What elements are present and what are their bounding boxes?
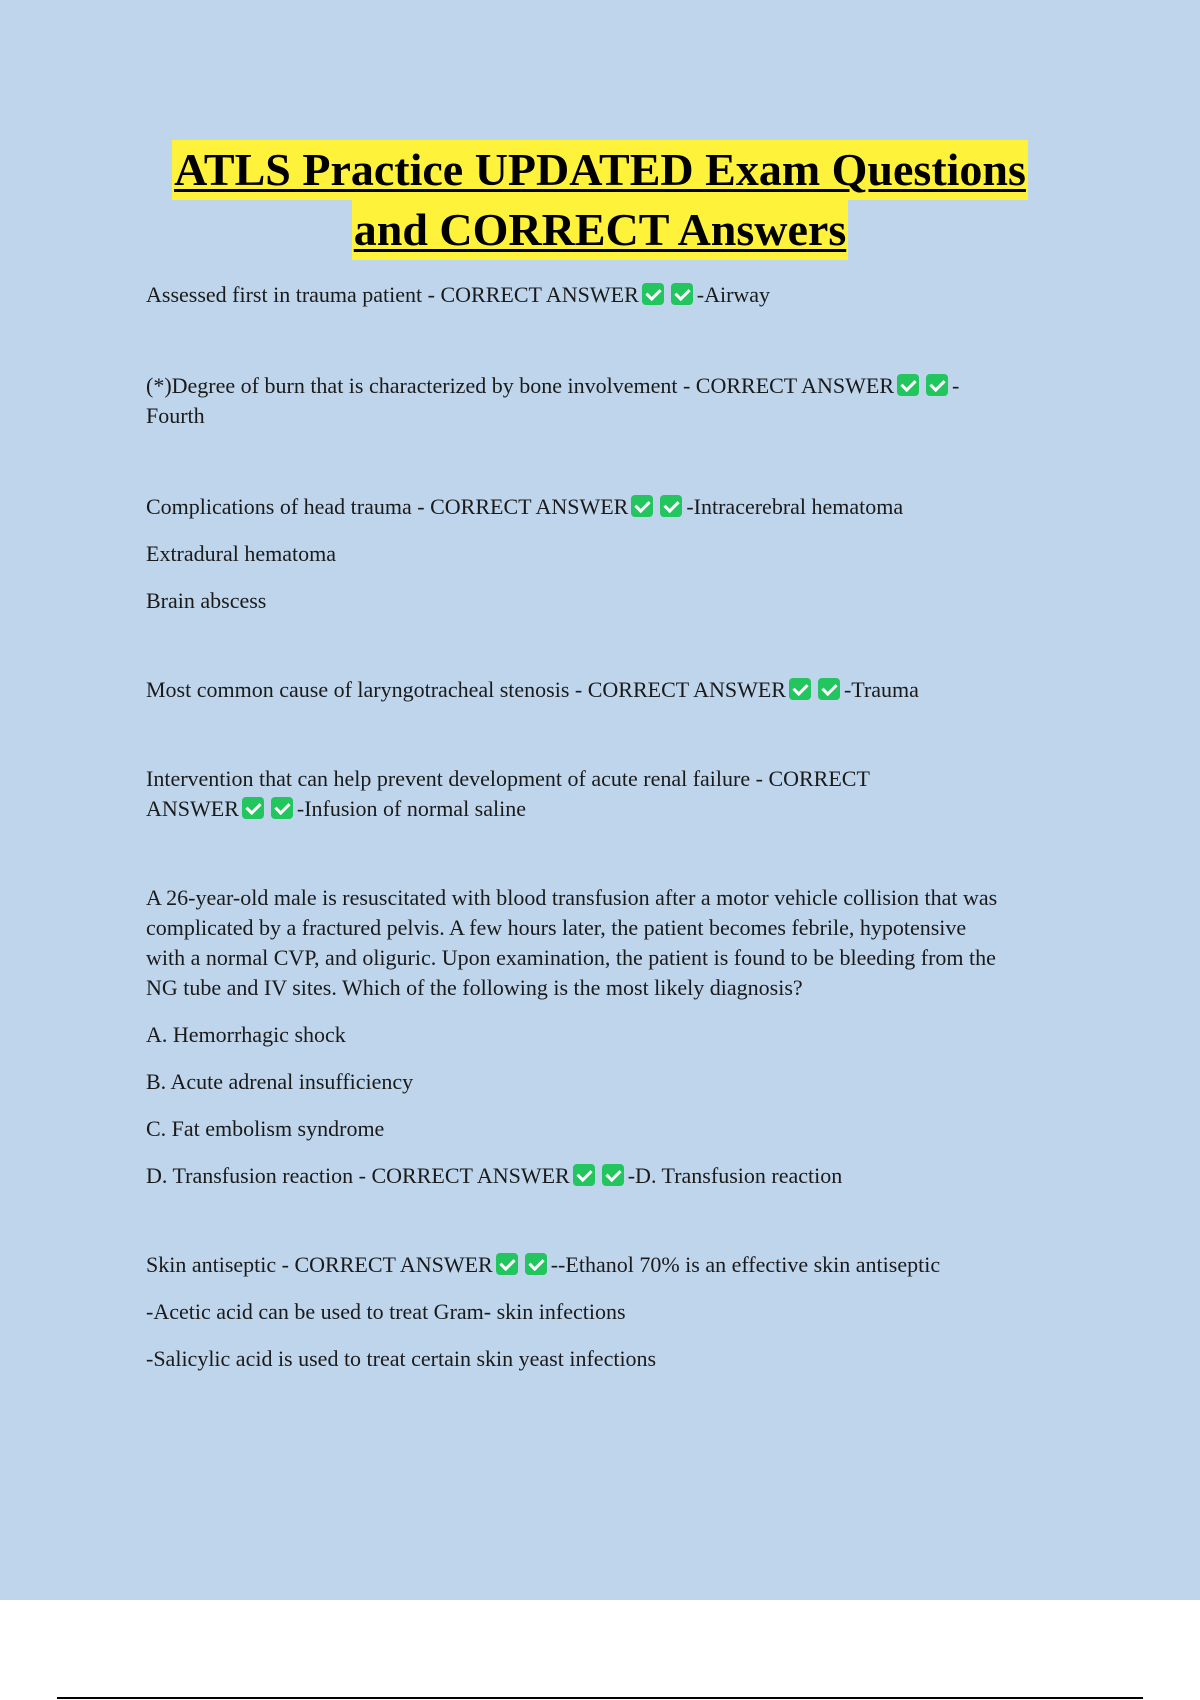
check-mark-icon <box>897 374 919 396</box>
answer-extra-line: Extradural hematoma <box>146 541 336 566</box>
answer-extra-line: -Acetic acid can be used to treat Gram- skin infections <box>146 1299 626 1324</box>
answer-continuation: Fourth <box>146 403 205 428</box>
correct-answer-marker: CORRECT ANSWER <box>294 1252 493 1277</box>
qa-item <box>146 675 1086 705</box>
check-mark-icon <box>573 1164 595 1186</box>
question-text: Assessed first in trauma patient - <box>146 282 441 307</box>
check-mark-icon <box>671 283 693 305</box>
answer-text: - <box>952 373 960 398</box>
correct-answer-marker: CORRECT ANSWER <box>440 282 639 307</box>
question-stem-line: with a normal CVP, and oliguric. Upon examination, the patient is found to be bleeding from the <box>146 945 996 970</box>
page-title <box>0 140 1200 260</box>
question-stem-line: NG tube and IV sites. Which of the following is the most likely diagnosis? <box>146 975 803 1000</box>
question-text: ANSWER <box>146 796 239 821</box>
qa-item <box>146 371 1086 401</box>
question-text: Skin antiseptic - <box>146 1252 295 1277</box>
answer-option: A. Hemorrhagic shock <box>146 1022 346 1047</box>
correct-answer-marker: CORRECT ANSWER <box>695 373 895 398</box>
title-line-2: and CORRECT Answers <box>352 200 848 260</box>
footer-divider <box>57 1697 1143 1699</box>
qa-item <box>146 280 1086 310</box>
question-text: Intervention that can help prevent development of acute renal failure - CORRECT <box>146 766 870 791</box>
question-text: Most common cause of laryngotracheal stenosis - <box>146 677 588 702</box>
question-stem-line: complicated by a fractured pelvis. A few hours later, the patient becomes febrile, hypotensive <box>146 915 967 940</box>
question-text: Complications of head trauma - <box>146 494 431 519</box>
answer-text: -Infusion of normal saline <box>296 796 526 821</box>
answer-extra-line: -Salicylic acid is used to treat certain skin yeast infections <box>146 1346 657 1371</box>
correct-answer-marker: CORRECT ANSWER <box>430 494 629 519</box>
qa-item <box>146 492 1086 522</box>
qa-list <box>146 280 1086 1374</box>
check-mark-icon <box>926 374 948 396</box>
answer-option: C. Fat embolism syndrome <box>146 1116 385 1141</box>
question-text: (*)Degree of burn that is characterized by bone involvement - <box>146 373 696 398</box>
question-stem-line: A 26-year-old male is resuscitated with blood transfusion after a motor vehicle collision that was <box>146 885 998 910</box>
answer-option: B. Acute adrenal insufficiency <box>146 1069 414 1094</box>
answer-text: -Airway <box>696 282 771 307</box>
answer-text: -Trauma <box>843 677 919 702</box>
check-mark-icon <box>660 495 682 517</box>
check-mark-icon <box>525 1253 547 1275</box>
check-mark-icon <box>631 495 653 517</box>
check-mark-icon <box>242 797 264 819</box>
qa-item <box>146 1250 1086 1280</box>
check-mark-icon <box>602 1164 624 1186</box>
check-mark-icon <box>789 678 811 700</box>
check-mark-icon <box>271 797 293 819</box>
answer-text: -D. Transfusion reaction <box>627 1163 843 1188</box>
check-mark-icon <box>642 283 664 305</box>
option-text: D. Transfusion reaction - <box>146 1163 372 1188</box>
answer-extra-line: Brain abscess <box>146 588 267 613</box>
title-line-1: ATLS Practice UPDATED Exam Questions <box>172 140 1028 200</box>
correct-answer-marker: CORRECT ANSWER <box>371 1163 570 1188</box>
check-mark-icon <box>496 1253 518 1275</box>
answer-text: -Intracerebral hematoma <box>686 494 904 519</box>
answer-option <box>146 1161 1086 1191</box>
correct-answer-marker: CORRECT ANSWER <box>587 677 786 702</box>
check-mark-icon <box>818 678 840 700</box>
qa-item-continuation <box>146 794 1086 824</box>
qa-item <box>146 764 1086 794</box>
answer-text: --Ethanol 70% is an effective skin antiseptic <box>550 1252 941 1277</box>
